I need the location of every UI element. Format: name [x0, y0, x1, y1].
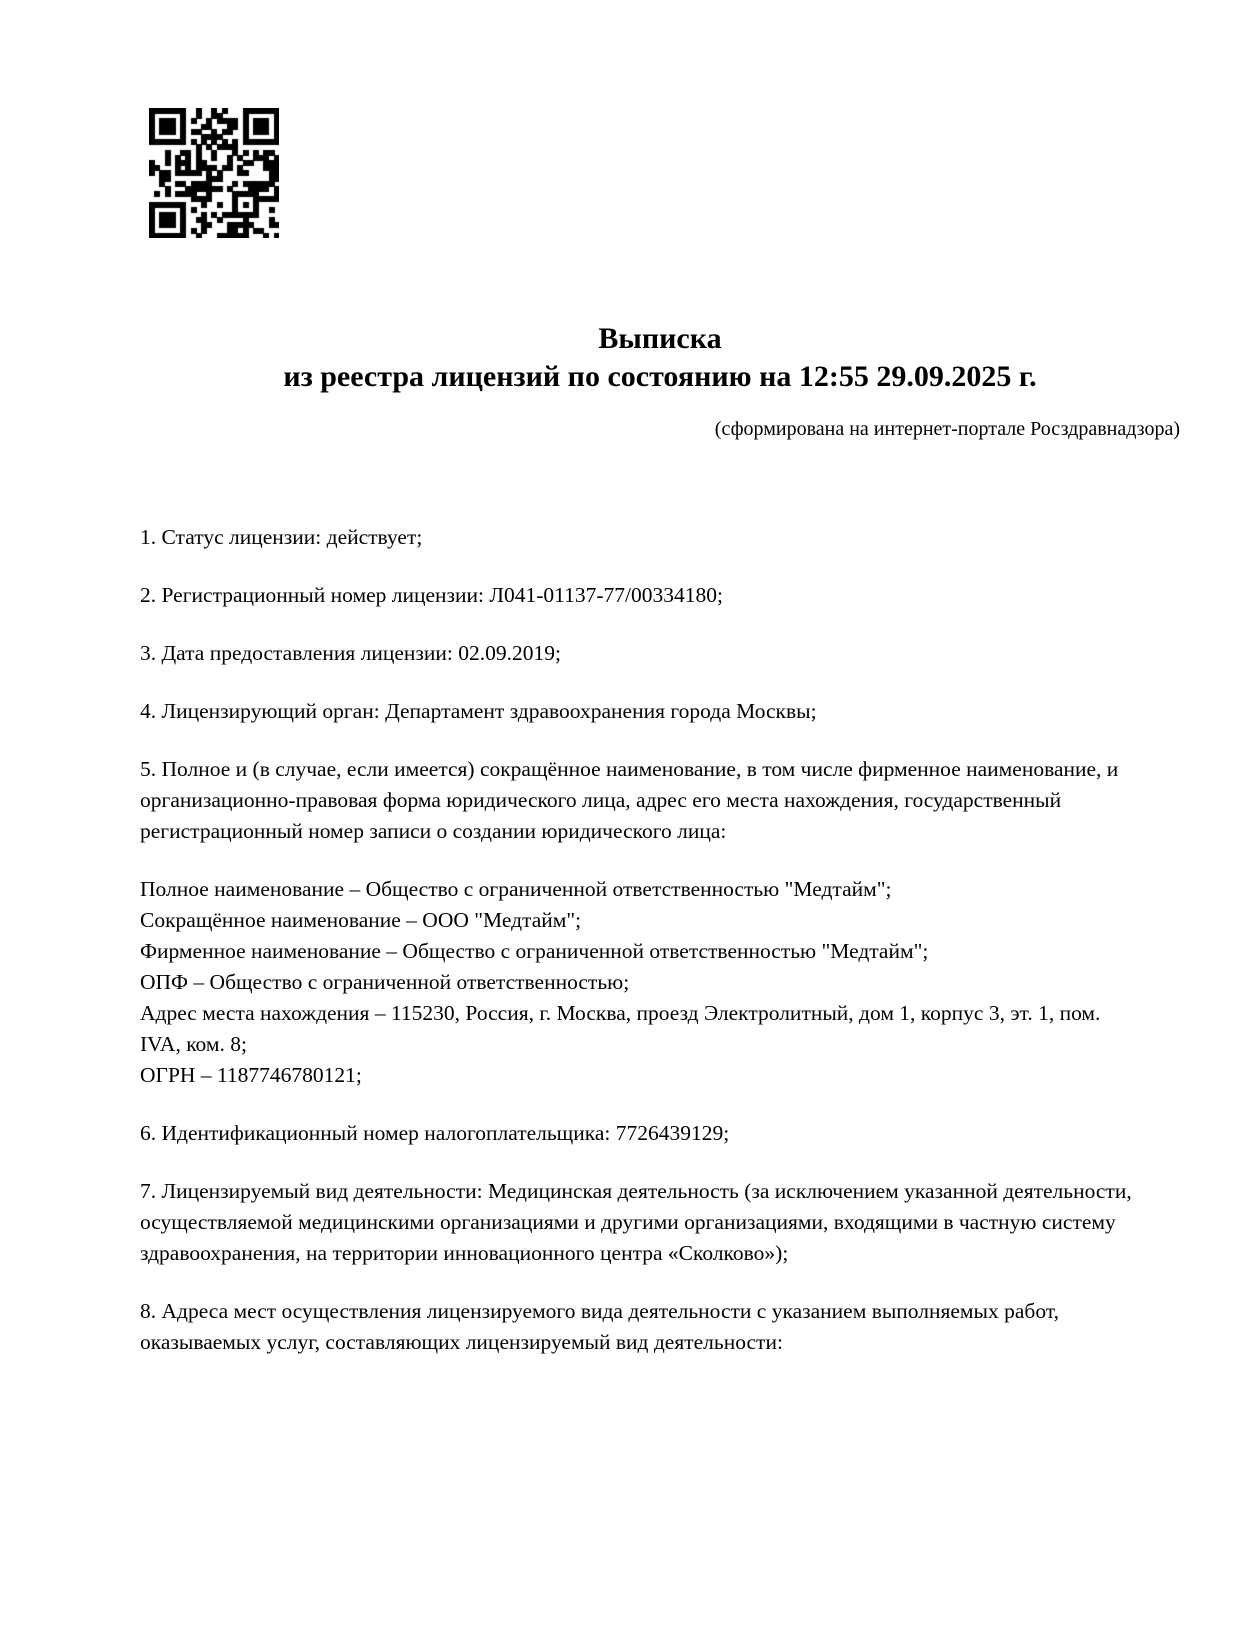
taxpayer-number: 6. Идентификационный номер налогоплательщика: 7726439129;	[140, 1121, 730, 1145]
document-title-line1: Выписка	[598, 322, 722, 355]
license-status: 1. Статус лицензии: действует;	[140, 525, 423, 549]
licensed-activity: 7. Лицензируемый вид деятельности: Медицинская деятельность (за исключением указанной деятельности, осуществляемой медицинскими организациями и другими организациями, входящими в частную систему здравоохранения, на территории инновационного центра «Сколково»);	[140, 1179, 1132, 1265]
qr-code-icon	[149, 108, 279, 238]
detail-line: ОПФ – Общество с ограниченной ответственностью;	[140, 970, 630, 994]
grant-date: 3. Дата предоставления лицензии: 02.09.2019;	[140, 641, 561, 665]
detail-line: Фирменное наименование – Общество с ограниченной ответственностью "Медтайм";	[140, 939, 929, 963]
legal-entity-info-heading: 5. Полное и (в случае, если имеется) сокращённое наименование, в том числе фирменное наименование, и организационно-правовая форма юридического лица, адрес его места нахождения, государственный регистрационный номер записи о создании юридического лица:	[140, 757, 1119, 843]
legal-entity-details	[140, 874, 1140, 1091]
document-title-line2: из реестра лицензий по состоянию на 12:55 29.09.2025 г.	[283, 360, 1037, 393]
licensing-authority: 4. Лицензирующий орган: Департамент здравоохранения города Москвы;	[140, 699, 817, 723]
formation-note: (сформирована на интернет-портале Росздравнадзора)	[714, 418, 1180, 440]
document-title	[140, 320, 1180, 396]
detail-line: ОГРН – 1187746780121;	[140, 1063, 362, 1087]
registration-number: 2. Регистрационный номер лицензии: Л041-01137-77/00334180;	[140, 583, 723, 607]
detail-line: Полное наименование – Общество с ограниченной ответственностью "Медтайм";	[140, 877, 892, 901]
activity-addresses-heading: 8. Адреса мест осуществления лицензируемого вида деятельности с указанием выполняемых работ, оказываемых услуг, составляющих лицензируемый вид деятельности:	[140, 1299, 1059, 1354]
detail-line: Адрес места нахождения – 115230, Россия, г. Москва, проезд Электролитный, дом 1, корпус 3, эт. 1, пом. IVA, ком. 8;	[140, 1001, 1101, 1056]
detail-line: Сокращённое наименование – ООО "Медтайм";	[140, 908, 582, 932]
document-body	[140, 522, 1140, 1385]
